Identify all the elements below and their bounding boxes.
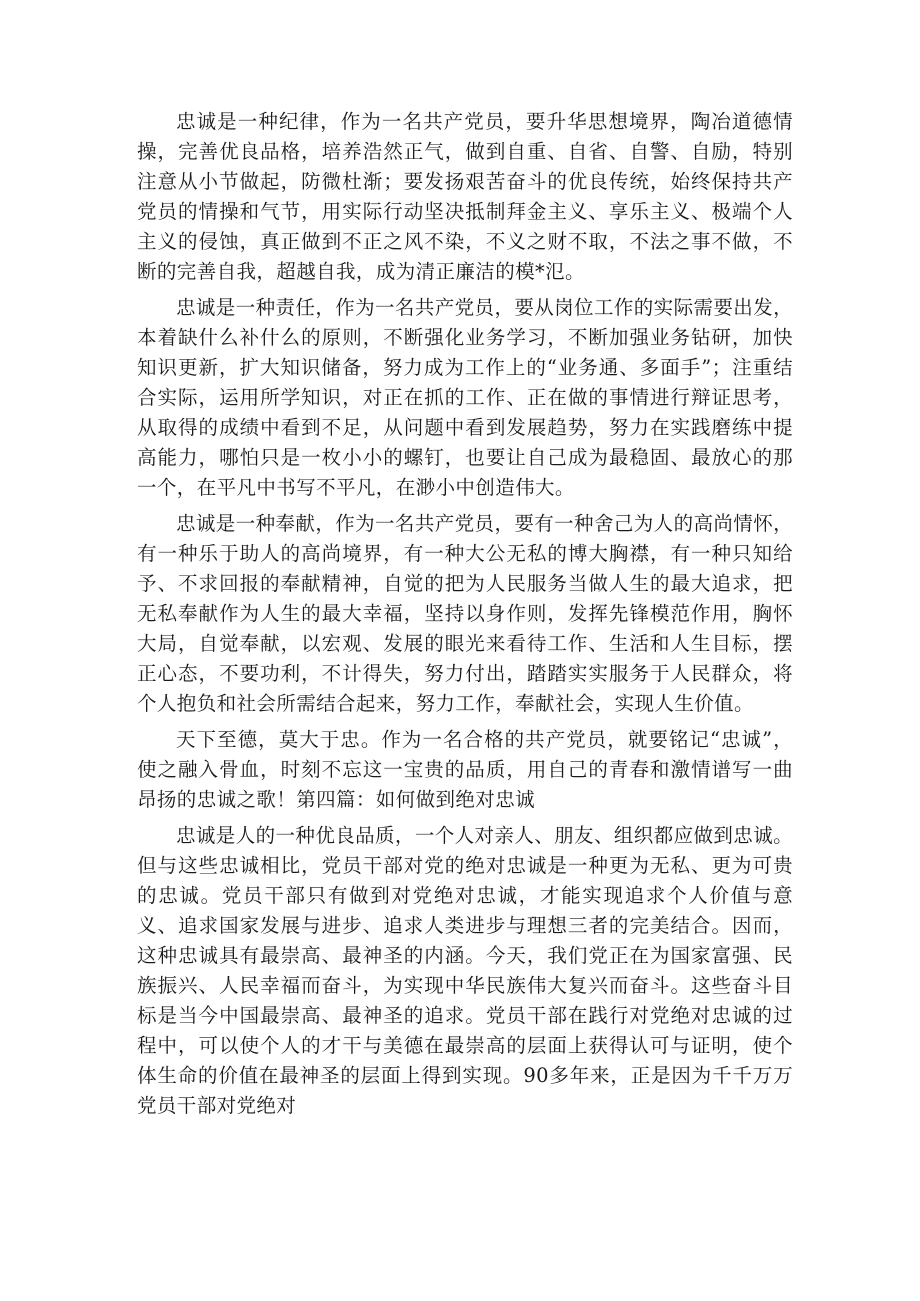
paragraph-loyalty-summary: 天下至德，莫大于忠。作为一名合格的共产党员，就要铭记“忠诚”，使之融入骨血，时刻不忘这一宝贵的品质，用自己的青春和激情谱写一曲昂扬的忠诚之歌！第四篇：如何做到绝对忠诚 (137, 728, 793, 811)
paragraph-absolute-loyalty: 忠诚是人的一种优良品质，一个人对亲人、朋友、组织都应做到忠诚。但与这些忠诚相比，党员干部对党的绝对忠诚是一种更为无私、更为可贵的忠诚。党员干部只有做到对党绝对忠诚，才能实现追求个人价值与意义、追求国家发展与进步、追求人类进步与理想三者的完美结合。因而，这种忠诚具有最崇高、最神圣的内涵。今天，我们党正在为国家富强、民族振兴、人民幸福而奋斗，为实现中华民族伟大复兴而奋斗。这些奋斗目标是当今中国最崇高、最神圣的追求。党员干部在践行对党绝对忠诚的过程中，可以使个人的才干与美德在最崇高的层面上获得认可与证明，使个体生命的价值在最神圣的层面上得到实现。90多年来，正是因为千千万万党员干部对党绝对 (137, 824, 793, 1117)
paragraph-dedication: 忠诚是一种奉献，作为一名共产党员，要有一种舍己为人的高尚情怀，有一种乐于助人的高尚境界，有一种大公无私的博大胸襟，有一种只知给予、不求回报的奉献精神，自觉的把为人民服务当做人生的最大追求，把无私奉献作为人生的最大幸福，坚持以身作则，发挥先锋模范作用，胸怀大局，自觉奉献，以宏观、发展的眼光来看待工作、生活和人生目标，摆正心态，不要功利，不计得失，努力付出，踏踏实实服务于人民群众，将个人抱负和社会所需结合起来，努力工作，奉献社会，实现人生价值。 (137, 512, 793, 715)
paragraph-discipline: 忠诚是一种纪律，作为一名共产党员，要升华思想境界，陶冶道德情操，完善优良品格，培养浩然正气，做到自重、自省、自警、自励，特别注意从小节做起，防微杜渐；要发扬艰苦奋斗的优良传统，始终保持共产党员的情操和气节，用实际行动坚决抵制拜金主义、享乐主义、极端个人主义的侵蚀，真正做到不正之风不染，不义之财不取，不法之事不做，不断的完善自我，超越自我，成为清正廉洁的模*氾。 (137, 110, 793, 283)
paragraph-responsibility: 忠诚是一种责任，作为一名共产党员，要从岗位工作的实际需要出发，本着缺什么补什么的原则，不断强化业务学习，不断加强业务钻研，加快知识更新，扩大知识储备，努力成为工作上的“业务通、多面手”；注重结合实际，运用所学知识，对正在抓的工作、正在做的事情进行辩证思考，从取得的成绩中看到不足，从问题中看到发展趋势，努力在实践磨练中提高能力，哪怕只是一枚小小的螺钉，也要让自己成为最稳固、最放心的那一个，在平凡中书写不平凡，在渺小中创造伟大。 (137, 296, 793, 499)
document-body (137, 107, 793, 1127)
